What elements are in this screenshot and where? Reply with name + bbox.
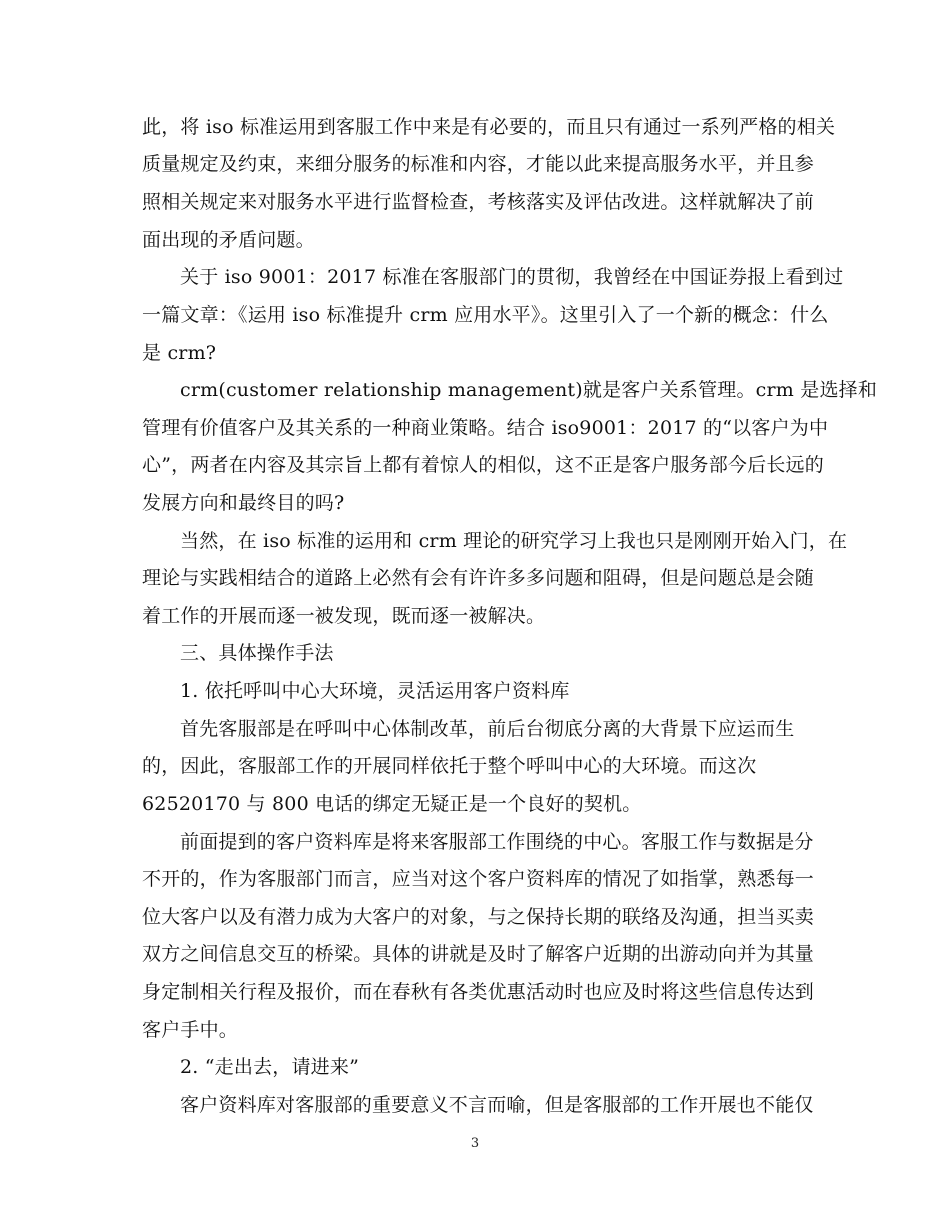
text-line: crm(customer relationship management)就是客户关系管理。crm 是选择和 (180, 379, 878, 401)
subsection-heading: 2. “走出去，请进来” (180, 1056, 359, 1078)
text-line: 面出现的矛盾问题。 (142, 229, 315, 251)
subsection-heading: 1. 依托呼叫中心大环境，灵活运用客户资料库 (180, 680, 570, 702)
text-line: 的，因此，客服部工作的开展同样依托于整个呼叫中心的大环境。而这次 (142, 755, 757, 777)
text-line: 一篇文章：《运用 iso 标准提升 crm 应用水平》。这里引入了一个新的概念：什么 (142, 304, 829, 326)
text-line: 理论与实践相结合的道路上必然有会有许许多多问题和阻碍，但是问题总是会随 (142, 567, 815, 589)
text-line: 此，将 iso 标准运用到客服工作中来是有必要的，而且只有通过一系列严格的相关 (142, 116, 836, 138)
text-line: 质量规定及约束，来细分服务的标准和内容，才能以此来提高服务水平，并且参 (142, 153, 815, 175)
text-line: 首先客服部是在呼叫中心体制改革，前后台彻底分离的大背景下应运而生 (180, 718, 795, 740)
text-line: 着工作的开展而逐一被发现，既而逐一被解决。 (142, 605, 546, 627)
text-line: 62520170 与 800 电话的绑定无疑正是一个良好的契机。 (142, 793, 642, 815)
text-line: 不开的，作为客服部门而言，应当对这个客户资料库的情况了如指掌，熟悉每一 (142, 868, 815, 890)
text-line: 双方之间信息交互的桥梁。具体的讲就是及时了解客户近期的出游动向并为其量 (142, 943, 815, 965)
text-line: 关于 iso 9001：2017 标准在客服部门的贯彻，我曾经在中国证券报上看到过 (180, 266, 844, 288)
text-line: 是 crm? (142, 342, 217, 364)
text-line: 客户手中。 (142, 1019, 239, 1041)
text-line: 当然，在 iso 标准的运用和 crm 理论的研究学习上我也只是刚刚开始入门，在 (180, 530, 848, 552)
text-line: 照相关规定来对服务水平进行监督检查，考核落实及评估改进。这样就解决了前 (142, 191, 815, 213)
text-line: 心”，两者在内容及其宗旨上都有着惊人的相似，这不正是客户服务部今后长远的 (142, 454, 824, 476)
text-line: 客户资料库对客服部的重要意义不言而喻，但是客服部的工作开展也不能仅 (180, 1094, 814, 1116)
text-line: 位大客户以及有潜力成为大客户的对象，与之保持长期的联络及沟通，担当买卖 (142, 906, 815, 928)
text-line: 前面提到的客户资料库是将来客服部工作围绕的中心。客服工作与数据是分 (180, 831, 814, 853)
page-number: 3 (470, 1136, 480, 1151)
text-line: 身定制相关行程及报价，而在春秋有各类优惠活动时也应及时将这些信息传达到 (142, 981, 815, 1003)
section-heading: 三、具体操作手法 (180, 642, 334, 664)
text-line: 发展方向和最终目的吗? (142, 492, 345, 514)
text-line: 管理有价值客户及其关系的一种商业策略。结合 iso9001：2017 的“以客户为中 (142, 417, 829, 439)
